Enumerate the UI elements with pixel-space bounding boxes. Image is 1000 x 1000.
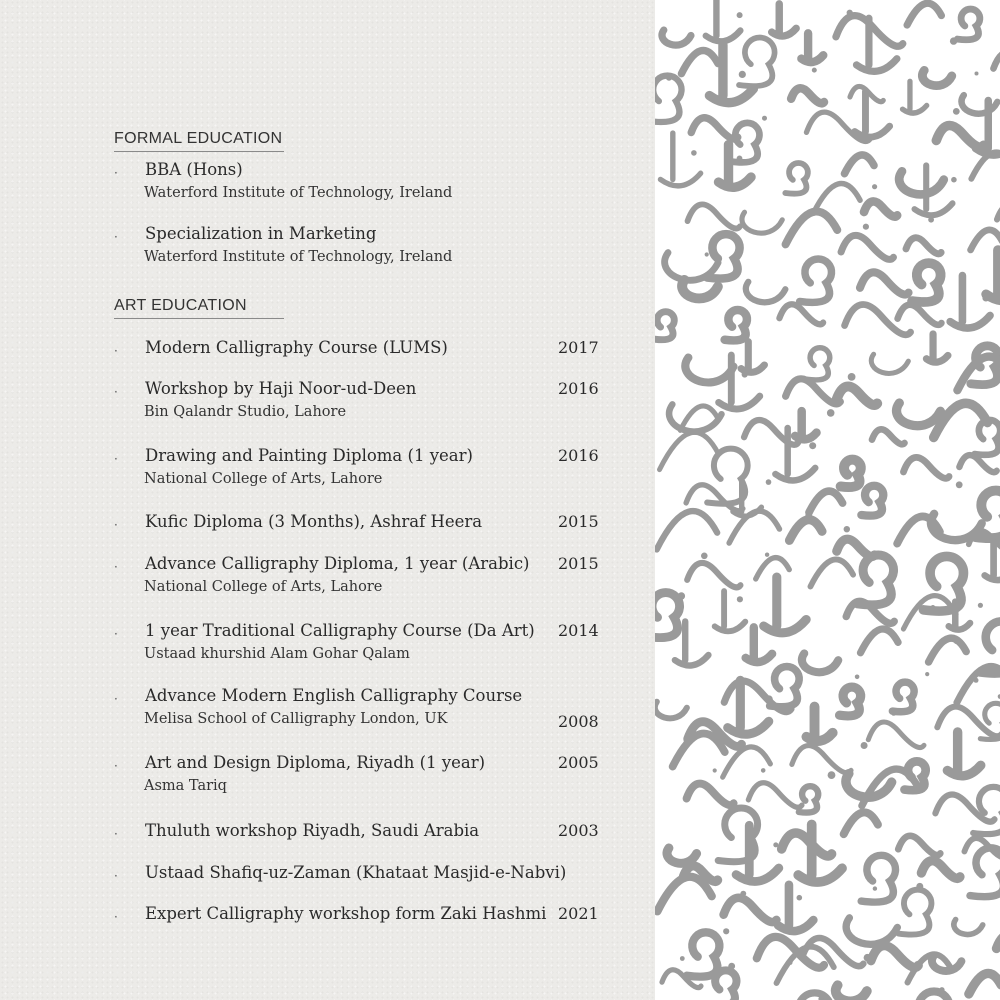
bullet: · xyxy=(114,560,118,574)
calligraphy-stroke xyxy=(742,212,782,233)
entry-year: 2016 xyxy=(558,446,599,465)
calligraphy-stroke xyxy=(682,280,718,299)
calligraphy-dot xyxy=(879,553,884,558)
entry-subtitle: Asma Tariq xyxy=(144,778,227,794)
calligraphy-stroke xyxy=(786,212,838,245)
calligraphy-dot xyxy=(931,605,935,609)
calligraphy-stroke xyxy=(907,3,941,25)
entry-title: Advance Calligraphy Diploma, 1 year (Arabic) xyxy=(145,554,530,573)
calligraphy-stroke xyxy=(969,973,1000,994)
calligraphy-stroke xyxy=(872,429,905,444)
calligraphy-dot xyxy=(678,592,685,599)
calligraphy-stroke xyxy=(899,171,944,194)
calligraphy-dot xyxy=(737,156,743,162)
entry-subtitle: Waterford Institute of Technology, Ireland xyxy=(144,185,453,201)
calligraphy-stroke xyxy=(660,133,700,186)
calligraphy-dot xyxy=(740,891,746,897)
calligraphy-stroke xyxy=(691,118,738,139)
calligraphy-dot xyxy=(742,371,748,377)
calligraphy-stroke xyxy=(929,638,967,662)
entry-title: Advance Modern English Calligraphy Course xyxy=(145,686,523,705)
bullet: · xyxy=(114,518,118,532)
calligraphy-stroke xyxy=(950,276,990,328)
calligraphy-dot xyxy=(701,553,708,560)
calligraphy-dot xyxy=(975,72,979,76)
art-education-heading: ART EDUCATION xyxy=(114,297,284,319)
bullet: · xyxy=(114,385,118,399)
calligraphy-dot xyxy=(954,638,961,645)
calligraphy-dot xyxy=(855,675,860,680)
calligraphy-stroke xyxy=(947,732,980,776)
calligraphy-dot xyxy=(848,373,856,381)
entry-title: Workshop by Haji Noor-ud-Deen xyxy=(145,379,417,398)
calligraphy-stroke xyxy=(795,411,816,439)
entry-title: 1 year Traditional Calligraphy Course (Da Art) xyxy=(145,621,535,640)
entry-title: Kufic Diploma (3 Months), Ashraf Heera xyxy=(145,512,483,531)
calligraphy-stroke xyxy=(993,52,1000,76)
calligraphy-dot xyxy=(828,771,836,779)
calligraphy-stroke xyxy=(686,485,743,511)
calligraphy-dot xyxy=(827,409,835,417)
calligraphy-stroke xyxy=(662,30,691,45)
calligraphy-dot xyxy=(728,963,735,970)
bullet: · xyxy=(114,230,118,244)
bullet: · xyxy=(114,692,118,706)
entry-title: Ustaad Shafiq-uz-Zaman (Khataat Masjid-e-Nabvi) xyxy=(145,863,567,882)
bullet: · xyxy=(114,452,118,466)
calligraphy-dot xyxy=(951,177,957,183)
calligraphy-stroke xyxy=(810,559,853,586)
calligraphy-stroke xyxy=(841,460,861,487)
calligraphy-stroke xyxy=(792,993,831,1000)
calligraphy-stroke xyxy=(770,667,799,707)
calligraphy-pattern-graphic xyxy=(655,0,1000,1000)
calligraphy-dot xyxy=(737,596,743,602)
calligraphy-dot xyxy=(713,768,717,772)
calligraphy-dot xyxy=(956,481,963,488)
calligraphy-stroke xyxy=(731,123,760,162)
calligraphy-dot xyxy=(953,108,960,115)
entry-year: 2003 xyxy=(558,821,599,840)
calligraphy-stroke xyxy=(936,125,983,147)
calligraphy-dot xyxy=(812,68,817,73)
entry-title: Modern Calligraphy Course (LUMS) xyxy=(145,338,448,357)
calligraphy-stroke xyxy=(926,334,947,362)
calligraphy-dot xyxy=(737,12,743,18)
calligraphy-dot xyxy=(809,442,816,449)
calligraphy-stroke xyxy=(772,4,796,36)
calligraphy-dot xyxy=(863,811,868,816)
calligraphy-dot xyxy=(872,184,877,189)
entry-year: 2005 xyxy=(558,753,599,772)
calligraphy-stroke xyxy=(685,358,733,383)
calligraphy-stroke xyxy=(840,687,861,716)
calligraphy-dot xyxy=(863,224,869,230)
calligraphy-stroke xyxy=(785,163,808,194)
calligraphy-stroke xyxy=(741,342,764,373)
calligraphy-stroke xyxy=(791,88,824,103)
calligraphy-stroke xyxy=(681,50,718,73)
calligraphy-stroke xyxy=(903,457,949,478)
formal-education-heading: FORMAL EDUCATION xyxy=(114,130,284,152)
calligraphy-dot xyxy=(891,711,896,716)
bullet: · xyxy=(114,627,118,641)
calligraphy-stroke xyxy=(935,795,994,822)
calligraphy-dot xyxy=(939,987,944,992)
calligraphy-dot xyxy=(723,928,729,934)
calligraphy-dot xyxy=(765,553,769,557)
calligraphy-stroke xyxy=(739,38,775,87)
calligraphy-stroke xyxy=(954,920,983,935)
calligraphy-stroke xyxy=(906,238,941,254)
calligraphy-dot xyxy=(928,217,934,223)
entry-year: 2014 xyxy=(558,621,599,640)
calligraphy-stroke xyxy=(657,511,717,549)
calligraphy-stroke xyxy=(687,563,740,587)
bullet: · xyxy=(114,166,118,180)
entry-title: Specialization in Marketing xyxy=(145,224,377,243)
calligraphy-stroke xyxy=(687,784,734,806)
entry-subtitle: National College of Arts, Lahore xyxy=(144,471,383,487)
bullet: · xyxy=(114,869,118,883)
calligraphy-dot xyxy=(805,512,812,519)
calligraphy-dot xyxy=(691,150,697,156)
entry-subtitle: Bin Qalandr Studio, Lahore xyxy=(144,404,347,420)
entry-year: 2021 xyxy=(558,904,599,923)
calligraphy-dot xyxy=(765,695,773,703)
entry-year: 2015 xyxy=(558,512,599,531)
entry-title: Art and Design Diploma, Riyadh (1 year) xyxy=(145,753,486,772)
calligraphy-stroke xyxy=(903,81,927,113)
calligraphy-stroke xyxy=(748,783,802,808)
calligraphy-dot xyxy=(978,603,983,608)
calligraphy-stroke xyxy=(711,970,737,1000)
calligraphy-dot xyxy=(864,954,872,962)
calligraphy-dot xyxy=(761,768,766,773)
bullet: · xyxy=(114,759,118,773)
entry-subtitle: Ustaad khurshid Alam Gohar Qalam xyxy=(144,646,410,662)
calligraphy-stroke xyxy=(655,312,674,340)
calligraphy-stroke xyxy=(806,348,830,380)
calligraphy-stroke xyxy=(861,855,895,902)
calligraphy-stroke xyxy=(871,354,908,373)
arabic-calligraphy-pattern xyxy=(655,0,1000,1000)
bullet: · xyxy=(114,344,118,358)
calligraphy-stroke xyxy=(657,877,711,911)
entry-subtitle: Melisa School of Calligraphy London, UK xyxy=(144,711,448,727)
calligraphy-stroke xyxy=(844,812,878,834)
calligraphy-stroke xyxy=(860,272,909,294)
calligraphy-dot xyxy=(834,33,840,39)
calligraphy-stroke xyxy=(779,304,823,324)
entry-year: 2017 xyxy=(558,338,599,357)
entry-title: Expert Calligraphy workshop form Zaki Hashmi xyxy=(145,904,547,923)
calligraphy-dot xyxy=(788,960,793,965)
calligraphy-stroke xyxy=(706,0,741,41)
calligraphy-stroke xyxy=(841,235,893,259)
calligraphy-stroke xyxy=(719,355,760,409)
calligraphy-stroke xyxy=(957,9,980,40)
calligraphy-stroke xyxy=(912,991,949,1000)
calligraphy-stroke xyxy=(898,836,940,855)
calligraphy-stroke xyxy=(800,259,832,302)
calligraphy-stroke xyxy=(921,861,960,879)
calligraphy-stroke xyxy=(922,70,951,85)
calligraphy-dot xyxy=(705,252,709,256)
calligraphy-dot xyxy=(974,678,979,683)
calligraphy-stroke xyxy=(996,935,1000,954)
calligraphy-dot xyxy=(925,672,929,676)
calligraphy-stroke xyxy=(673,733,725,766)
calligraphy-stroke xyxy=(764,577,806,633)
calligraphy-dot xyxy=(739,71,746,78)
entry-subtitle: National College of Arts, Lahore xyxy=(144,579,383,595)
calligraphy-stroke xyxy=(667,848,697,863)
calligraphy-stroke xyxy=(897,403,941,426)
calligraphy-stroke xyxy=(789,520,822,541)
calligraphy-stroke xyxy=(844,155,873,174)
calligraphy-stroke xyxy=(892,682,914,712)
calligraphy-dot xyxy=(931,261,938,268)
entry-subtitle: Waterford Institute of Technology, Ireland xyxy=(144,249,453,265)
calligraphy-dot xyxy=(873,886,877,890)
calligraphy-dot xyxy=(684,737,692,745)
calligraphy-stroke xyxy=(985,542,1000,580)
bullet: · xyxy=(114,827,118,841)
calligraphy-stroke xyxy=(986,250,1000,300)
calligraphy-stroke xyxy=(861,486,883,516)
calligraphy-stroke xyxy=(792,746,851,773)
calligraphy-stroke xyxy=(655,76,682,122)
calligraphy-dot xyxy=(797,895,803,901)
calligraphy-dot xyxy=(982,295,989,302)
calligraphy-dot xyxy=(666,74,672,80)
calligraphy-stroke xyxy=(746,282,786,302)
calligraphy-stroke xyxy=(688,204,740,228)
calligraphy-stroke xyxy=(806,707,832,741)
bullet: · xyxy=(114,910,118,924)
entry-year: 2015 xyxy=(558,554,599,573)
calligraphy-stroke xyxy=(871,946,918,968)
calligraphy-stroke xyxy=(802,653,838,672)
calligraphy-stroke xyxy=(860,629,898,653)
entry-year: 2008 xyxy=(558,712,599,731)
calligraphy-stroke xyxy=(809,491,843,512)
calligraphy-stroke xyxy=(846,918,897,945)
calligraphy-stroke xyxy=(725,310,747,340)
entry-year: 2016 xyxy=(558,379,599,398)
calligraphy-stroke xyxy=(857,555,894,605)
calligraphy-dot xyxy=(950,37,957,44)
calligraphy-dot xyxy=(680,956,685,961)
calligraphy-stroke xyxy=(836,985,867,1000)
calligraphy-stroke xyxy=(655,702,687,719)
calligraphy-stroke xyxy=(868,722,924,748)
calligraphy-stroke xyxy=(898,305,942,325)
calligraphy-dot xyxy=(773,842,778,847)
calligraphy-dot xyxy=(861,742,868,749)
calligraphy-stroke xyxy=(778,885,813,931)
calligraphy-stroke xyxy=(898,890,931,935)
calligraphy-stroke xyxy=(659,432,718,469)
calligraphy-dot xyxy=(847,10,853,16)
calligraphy-stroke xyxy=(687,932,720,976)
calligraphy-dot xyxy=(844,526,850,532)
calligraphy-stroke xyxy=(782,833,832,856)
calligraphy-dot xyxy=(766,479,772,485)
calligraphy-stroke xyxy=(724,898,777,922)
calligraphy-dot xyxy=(762,116,767,121)
calligraphy-stroke xyxy=(718,145,751,188)
calligraphy-stroke xyxy=(912,263,941,302)
calligraphy-stroke xyxy=(864,201,897,216)
calligraphy-stroke xyxy=(962,95,998,114)
entry-title: Drawing and Painting Diploma (1 year) xyxy=(145,446,473,465)
calligraphy-stroke xyxy=(655,593,680,638)
entry-title: Thuluth workshop Riyadh, Saudi Arabia xyxy=(145,821,480,840)
calligraphy-stroke xyxy=(801,33,823,62)
calligraphy-dot xyxy=(916,883,923,890)
entry-title: BBA (Hons) xyxy=(145,160,243,179)
